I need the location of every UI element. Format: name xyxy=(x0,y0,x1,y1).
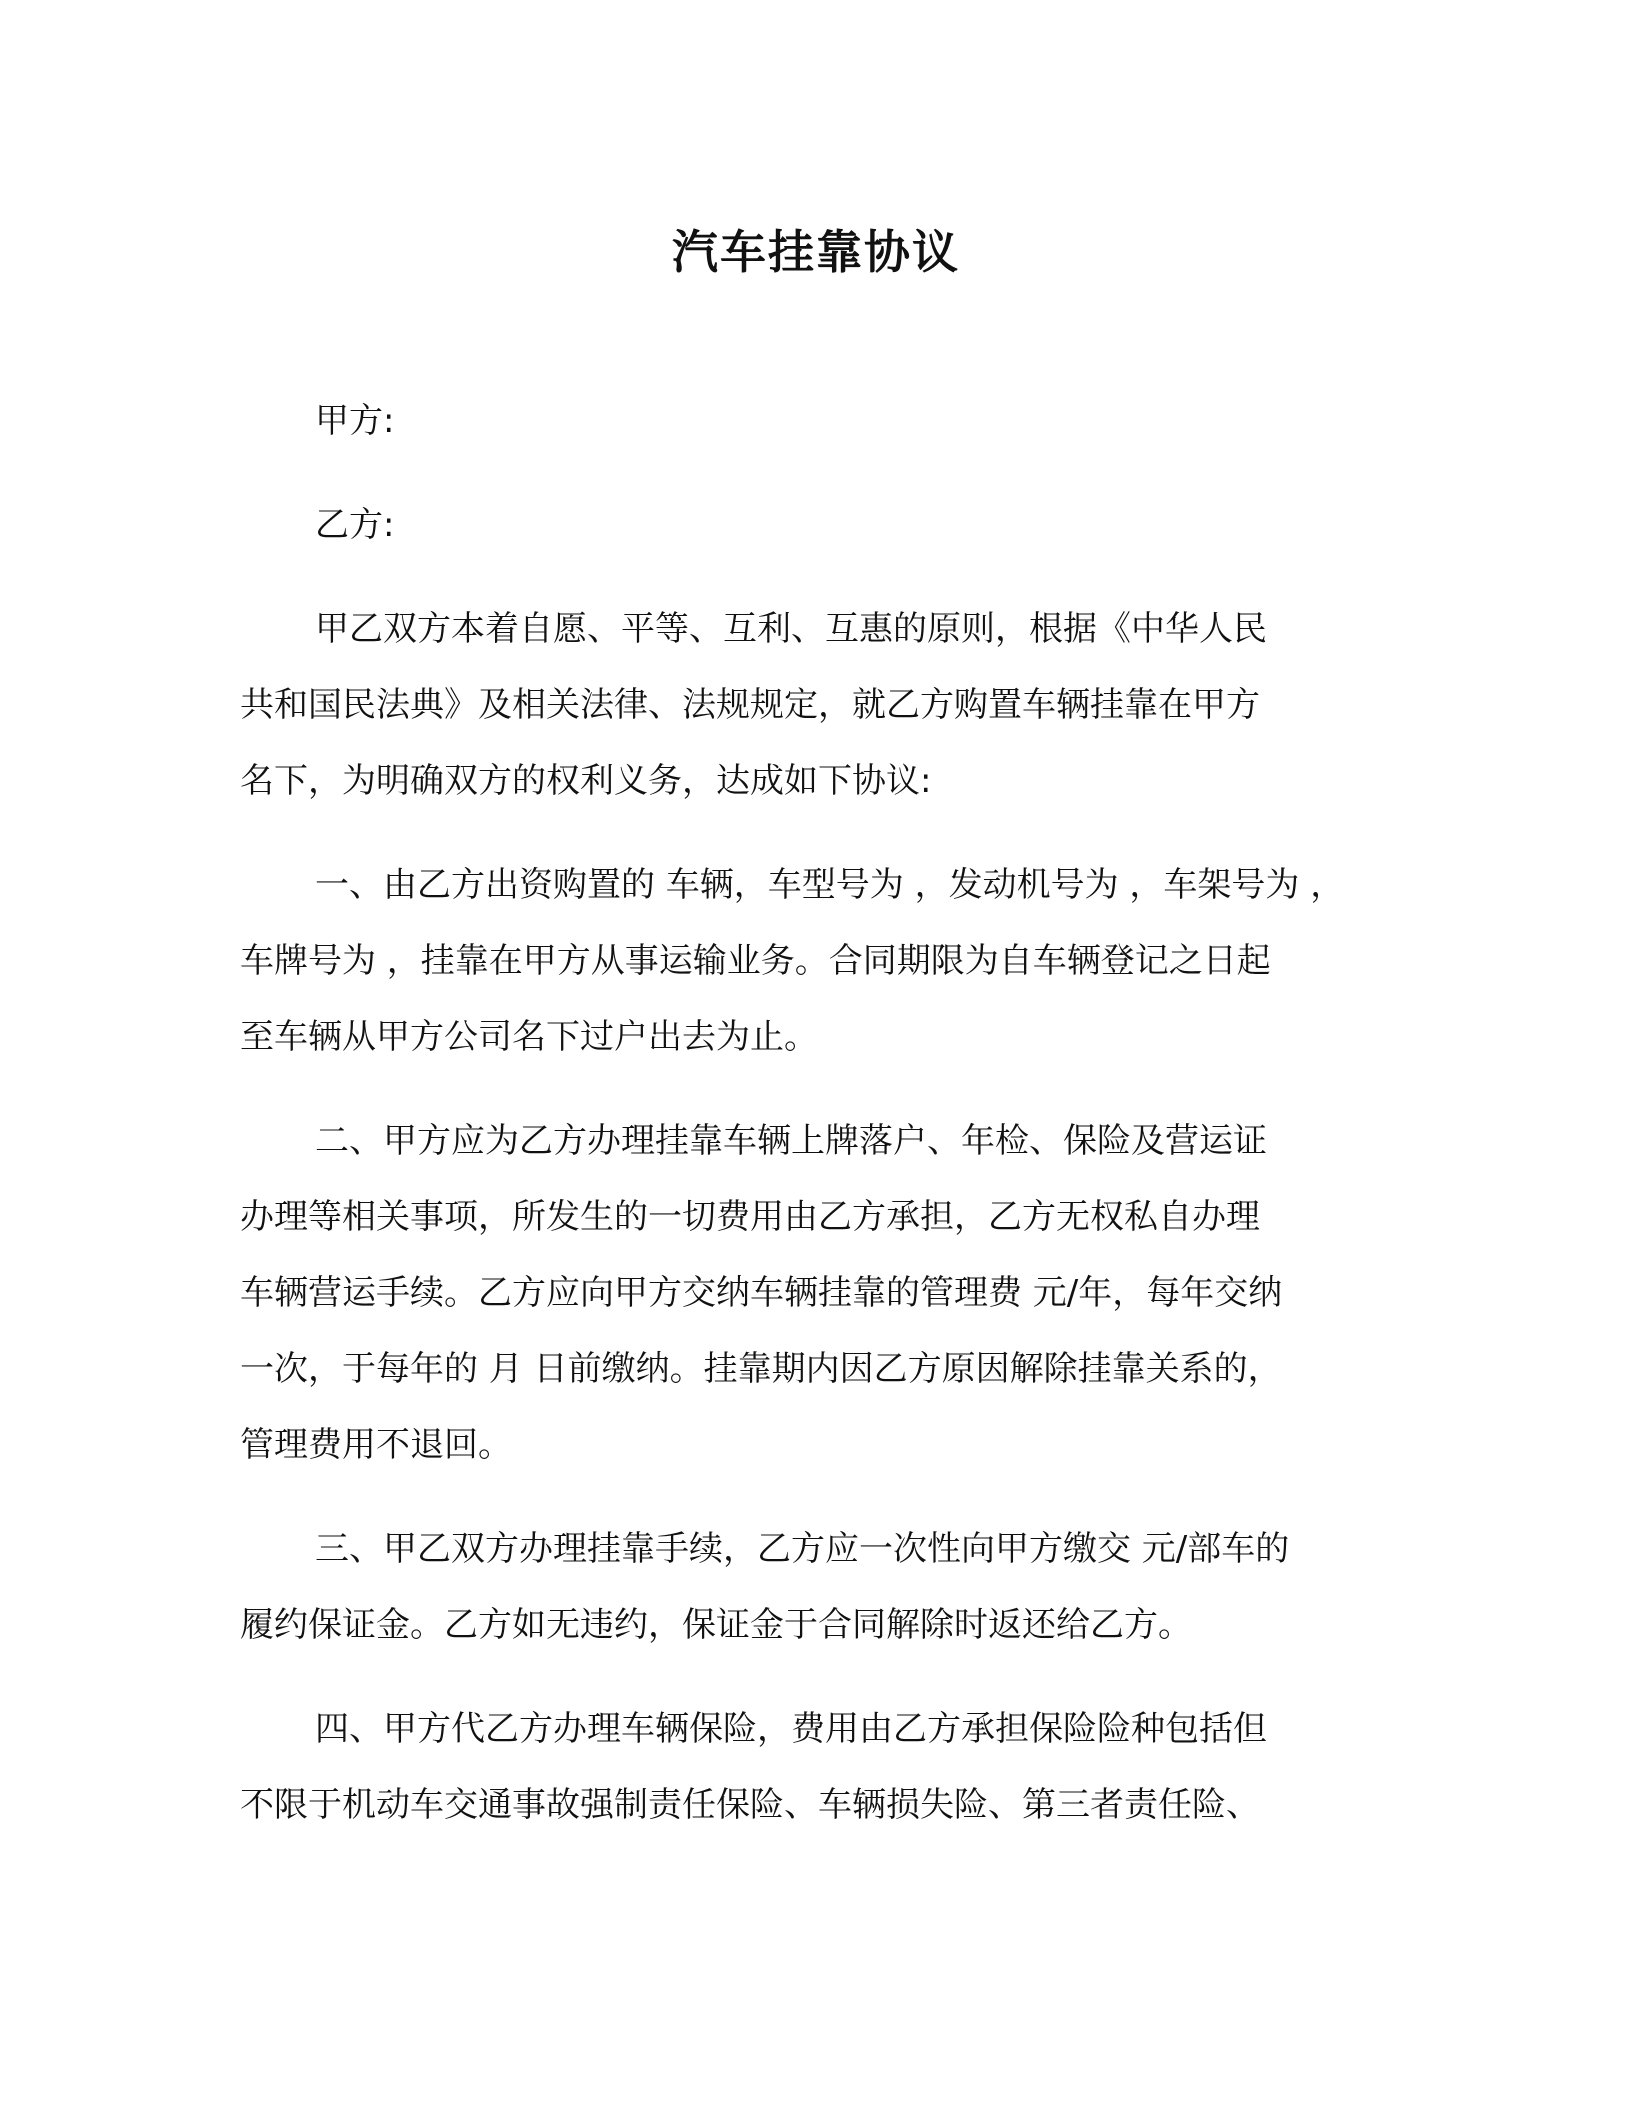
clause-1-line: 一、由乙方出资购置的 车辆，车型号为 ，发动机号为 ，车架号为 ， xyxy=(315,865,1345,905)
document-title: 汽车挂靠协议 xyxy=(672,225,960,279)
clause-1-line: 车牌号为 ，挂靠在甲方从事运输业务。合同期限为自车辆登记之日起 xyxy=(240,941,1271,981)
clause-2-line: 办理等相关事项，所发生的一切费用由乙方承担，乙方无权私自办理 xyxy=(240,1197,1260,1237)
clause-4-line: 四、甲方代乙方办理车辆保险，费用由乙方承担保险险种包括但 xyxy=(315,1709,1267,1749)
clause-2-line: 一次，于每年的 月 日前缴纳。挂靠期内因乙方原因解除挂靠关系的， xyxy=(240,1349,1282,1389)
clause-1-line: 至车辆从甲方公司名下过户出去为止。 xyxy=(240,1017,818,1057)
preamble-line: 甲乙双方本着自愿、平等、互利、互惠的原则，根据《中华人民 xyxy=(315,609,1267,649)
clause-3-line: 履约保证金。乙方如无违约，保证金于合同解除时返还给乙方。 xyxy=(240,1605,1192,1645)
preamble-line: 名下，为明确双方的权利义务，达成如下协议: xyxy=(240,761,932,801)
clause-2-line: 车辆营运手续。乙方应向甲方交纳车辆挂靠的管理费 元/年，每年交纳 xyxy=(240,1273,1283,1313)
party-a-label: 甲方: xyxy=(315,401,395,441)
party-b-label: 乙方: xyxy=(315,505,395,545)
clause-3-line: 三、甲乙双方办理挂靠手续，乙方应一次性向甲方缴交 元/部车的 xyxy=(315,1529,1290,1569)
clause-2-line: 管理费用不退回。 xyxy=(240,1425,512,1465)
clause-4-line: 不限于机动车交通事故强制责任保险、车辆损失险、第三者责任险、 xyxy=(240,1785,1260,1825)
clause-2-line: 二、甲方应为乙方办理挂靠车辆上牌落户、年检、保险及营运证 xyxy=(315,1121,1267,1161)
preamble-line: 共和国民法典》及相关法律、法规规定，就乙方购置车辆挂靠在甲方 xyxy=(240,685,1260,725)
